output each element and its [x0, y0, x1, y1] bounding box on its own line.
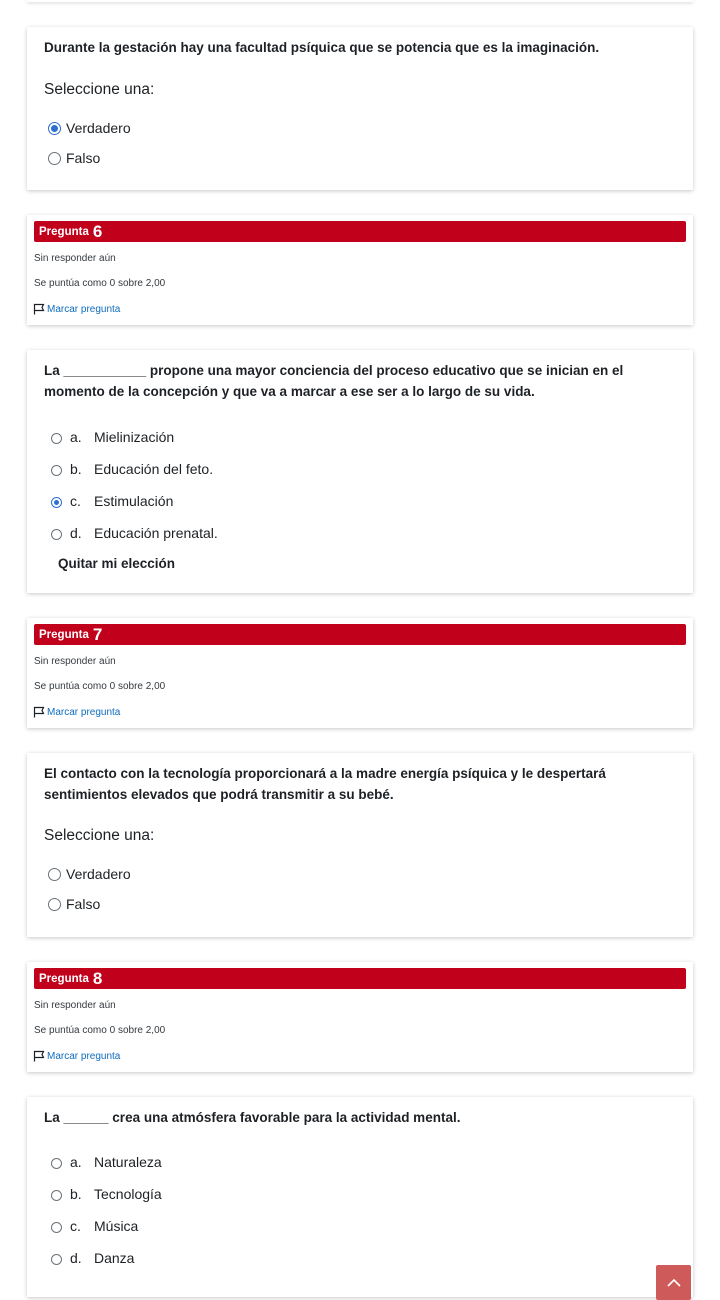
radio-false[interactable] [48, 898, 61, 911]
option-false[interactable] [48, 896, 100, 912]
flag-icon [33, 303, 45, 315]
option-b[interactable] [51, 461, 213, 477]
flag-label: Marcar pregunta [47, 706, 121, 718]
question-label: Pregunta [39, 972, 89, 985]
option-d[interactable] [51, 1250, 134, 1266]
option-b[interactable] [51, 1186, 162, 1202]
question-label: Pregunta [39, 225, 89, 238]
question-6-info [27, 215, 693, 325]
option-letter: c. [70, 493, 81, 509]
flag-question-link[interactable] [33, 303, 120, 315]
radio-c[interactable] [51, 1222, 62, 1233]
radio-d[interactable] [51, 529, 62, 540]
radio-b[interactable] [51, 465, 62, 476]
option-letter: b. [70, 1186, 82, 1202]
back-to-top-button[interactable] [656, 1265, 691, 1300]
radio-a[interactable] [51, 1158, 62, 1169]
question-number: 7 [92, 624, 103, 644]
question-8-info [27, 962, 693, 1072]
radio-d[interactable] [51, 1254, 62, 1265]
question-banner [34, 968, 686, 989]
question-number: 6 [92, 221, 103, 241]
option-a[interactable] [51, 429, 174, 445]
question-8-content [27, 1097, 693, 1297]
question-score: Se puntúa como 0 sobre 2,00 [34, 681, 166, 692]
question-status: Sin responder aún [34, 253, 116, 264]
question-6-content [27, 350, 693, 593]
previous-card-edge [27, 0, 693, 2]
option-text: Educación del feto. [94, 461, 214, 477]
option-letter: b. [70, 461, 82, 477]
question-status: Sin responder aún [34, 1000, 116, 1011]
radio-a[interactable] [51, 433, 62, 444]
option-text: Mielinización [94, 429, 175, 445]
option-text: Tecnología [94, 1186, 162, 1202]
question-text: La ___________ propone una mayor conciencia del proceso educativo que se inician en el momento de la concepción y que va a marcar a ese ser a lo largo de su vida. [44, 363, 624, 399]
option-letter: a. [70, 429, 82, 445]
clear-choice-link[interactable]: Quitar mi elección [58, 556, 176, 571]
option-text: Estimulación [94, 493, 174, 509]
question-score: Se puntúa como 0 sobre 2,00 [34, 1025, 166, 1036]
option-text: Naturaleza [94, 1154, 162, 1170]
option-c[interactable] [51, 1218, 138, 1234]
flag-icon [33, 706, 45, 718]
question-status: Sin responder aún [34, 656, 116, 667]
option-text: Música [94, 1218, 139, 1234]
option-letter: a. [70, 1154, 82, 1170]
option-label: Falso [66, 150, 101, 166]
flag-icon [33, 1050, 45, 1062]
question-7-content [27, 753, 693, 937]
select-prompt: Seleccione una: [44, 81, 155, 98]
question-text: El contacto con la tecnología proporcionará a la madre energía psíquica y le despertará sentimientos elevados que podrá transmitir a su bebé. [44, 766, 606, 802]
chevron-up-icon [666, 1275, 682, 1291]
option-a[interactable] [51, 1154, 162, 1170]
option-label: Verdadero [66, 866, 131, 882]
question-text: Durante la gestación hay una facultad psíquica que se potencia que es la imaginación. [44, 40, 600, 55]
option-label: Falso [66, 896, 101, 912]
question-7-info [27, 618, 693, 728]
flag-label: Marcar pregunta [47, 1050, 121, 1062]
question-5-content [27, 27, 693, 190]
question-text: La ______ crea una atmósfera favorable para la actividad mental. [44, 1110, 461, 1125]
radio-c[interactable] [51, 497, 62, 508]
option-text: Danza [94, 1250, 135, 1266]
option-letter: c. [70, 1218, 81, 1234]
select-prompt: Seleccione una: [44, 827, 155, 844]
flag-question-link[interactable] [33, 706, 120, 718]
flag-question-link[interactable] [33, 1050, 120, 1062]
radio-true[interactable] [48, 868, 61, 881]
question-banner [34, 624, 686, 645]
radio-false[interactable] [48, 152, 61, 165]
question-label: Pregunta [39, 628, 89, 641]
option-c[interactable] [51, 493, 173, 509]
option-false[interactable] [48, 150, 100, 166]
option-true[interactable] [48, 866, 131, 882]
option-letter: d. [70, 525, 82, 541]
flag-label: Marcar pregunta [47, 303, 121, 315]
option-letter: d. [70, 1250, 82, 1266]
option-d[interactable] [51, 525, 218, 541]
option-text: Educación prenatal. [94, 525, 218, 541]
question-number: 8 [92, 968, 103, 988]
radio-true[interactable] [48, 122, 61, 135]
option-true[interactable] [48, 120, 131, 136]
option-label: Verdadero [66, 120, 131, 136]
question-banner [34, 221, 686, 242]
radio-b[interactable] [51, 1190, 62, 1201]
question-score: Se puntúa como 0 sobre 2,00 [34, 278, 166, 289]
